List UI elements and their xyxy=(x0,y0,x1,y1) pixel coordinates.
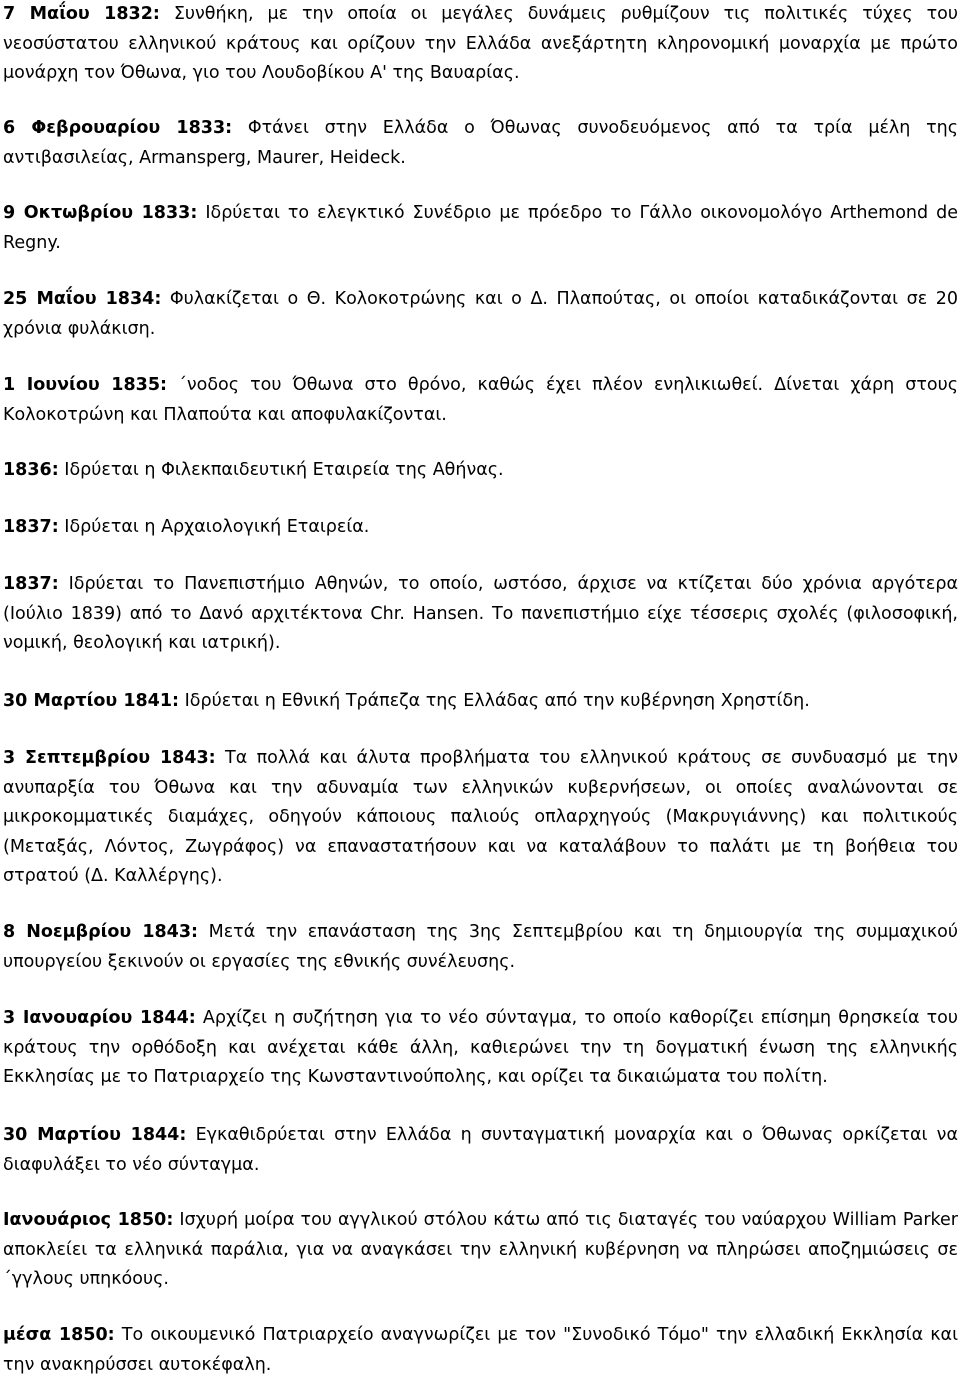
entry-date: 1837: xyxy=(3,574,59,594)
entry-text: Ισχυρή μοίρα του αγγλικού στόλου κάτω από τις διαταγές του ναύαρχου William Parker αποκλείει τα ελληνικά παράλια, για να αναγκάσει την ελληνική κυβέρνηση να πληρώσει αποζημιώσεις σε ΄γγλους υπηκόους. xyxy=(3,1210,958,1289)
entry-date: 7 Μαΐου 1832: xyxy=(3,4,160,24)
entry-text: Ιδρύεται το Πανεπιστήμιο Αθηνών, το οποίο, ωστόσο, άρχισε να κτίζεται δύο χρόνια αργότερα (Ιούλιο 1839) από το Δανό αρχιτέκτονα Chr. Hansen. Το πανεπιστήμιο είχε τέσσερις σχολές (φιλοσοφική, νομική, θεολογική και ιατρική). xyxy=(3,574,958,653)
entry-text: Ιδρύεται το ελεγκτικό Συνέδριο με πρόεδρο το Γάλλο οικονομολόγο Arthemond de Regny. xyxy=(3,203,958,253)
entry-date: μέσα 1850: xyxy=(3,1325,115,1345)
timeline-entry xyxy=(3,1121,958,1180)
timeline-entry xyxy=(3,513,958,543)
timeline-entry xyxy=(3,1206,958,1295)
entry-date: 30 Μαρτίου 1844: xyxy=(3,1125,187,1145)
entry-text: Αρχίζει η συζήτηση για το νέο σύνταγμα, το οποίο καθορίζει επίσημη θρησκεία του κράτους την ορθόδοξη και ανέχεται κάθε άλλη, καθιερώνει την τη δογματική ένωση της ελληνικής Εκκλησίας με το Πατριαρχείο της Κωνσταντινούπολης, και ορίζει τα δικαιώματα του πολίτη. xyxy=(3,1008,958,1087)
entry-text: Φτάνει στην Ελλάδα ο Όθωνας συνοδευόμενος από τα τρία μέλη της αντιβασιλείας, Armansperg, Maurer, Heideck. xyxy=(3,118,958,168)
entry-text: Ιδρύεται η Αρχαιολογική Εταιρεία. xyxy=(64,517,370,537)
timeline-entry xyxy=(3,114,958,173)
entry-date: 3 Σεπτεμβρίου 1843: xyxy=(3,748,216,768)
entry-date: 1 Ιουνίου 1835: xyxy=(3,375,168,395)
entry-text: Ιδρύεται η Φιλεκπαιδευτική Εταιρεία της Αθήνας. xyxy=(64,460,504,480)
entry-text: Το οικουμενικό Πατριαρχείο αναγνωρίζει με τον "Συνοδικό Τόμο" την ελλαδική Εκκλησία και την ανακηρύσσει αυτοκέφαλη. xyxy=(3,1325,958,1375)
entry-text: Συνθήκη, με την οποία οι μεγάλες δυνάμεις ρυθμίζουν τις πολιτικές τύχες του νεοσύστατου ελληνικού κράτους και ορίζουν την Ελλάδα ανεξάρτητη κληρονομική μοναρχία με πρώτο μονάρχη τον Όθωνα, γιο του Λουδοβίκου Α' της Βαυαρίας. xyxy=(3,4,958,83)
timeline-entry xyxy=(3,687,958,717)
entry-date: 3 Ιανουαρίου 1844: xyxy=(3,1008,196,1028)
entry-date: 8 Νοεμβρίου 1843: xyxy=(3,922,199,942)
entry-text: Εγκαθιδρύεται στην Ελλάδα η συνταγματική μοναρχία και ο Όθωνας ορκίζεται να διαφυλάξει το νέο σύνταγμα. xyxy=(3,1125,958,1175)
entry-text: Τα πολλά και άλυτα προβλήματα του ελληνικού κράτους σε συνδυασμό με την ανυπαρξία του Όθωνα και την αδυναμία των ελληνικών κυβερνήσεων, οι οποίες αναλώνονται σε μικροκομματικές διαμάχες, οδηγούν κάποιους παλιούς οπλαρχηγούς (Μακρυγιάννης) και πολιτικούς (Μεταξάς, Λόντος, Ζωγράφος) να επαναστατήσουν και να καταλάβουν το παλάτι με τη βοήθεια του στρατού (Δ. Καλλέργης). xyxy=(3,748,958,886)
timeline-entry xyxy=(3,371,958,430)
timeline-entry xyxy=(3,285,958,344)
timeline-entry xyxy=(3,1321,958,1380)
entry-text: ΄νοδος του Όθωνα στο θρόνο, καθώς έχει πλέον ενηλικιωθεί. Δίνεται χάρη στους Κολοκοτρώνη και Πλαπούτα και αποφυλακίζονται. xyxy=(3,375,959,425)
entry-text: Μετά την επανάσταση της 3ης Σεπτεμβρίου και τη δημιουργία της συμμαχικού υπουργείου ξεκινούν οι εργασίες της εθνικής συνέλευσης. xyxy=(3,922,958,972)
entry-text: Ιδρύεται η Εθνική Τράπεζα της Ελλάδας από την κυβέρνηση Χρηστίδη. xyxy=(184,691,810,711)
timeline-entry xyxy=(3,199,958,258)
entry-text: Φυλακίζεται ο Θ. Κολοκοτρώνης και ο Δ. Πλαπούτας, οι οποίοι καταδικάζονται σε 20 χρόνια φυλάκιση. xyxy=(3,289,958,339)
entry-date: 9 Οκτωβρίου 1833: xyxy=(3,203,198,223)
timeline-entry xyxy=(3,918,958,977)
timeline-entry xyxy=(3,456,958,486)
timeline-entry xyxy=(3,1004,958,1093)
entry-date: 25 Μαΐου 1834: xyxy=(3,289,162,309)
entry-date: Ιανουάριος 1850: xyxy=(3,1210,174,1230)
entry-date: 30 Μαρτίου 1841: xyxy=(3,691,180,711)
timeline-entry xyxy=(3,570,958,659)
entry-date: 6 Φεβρουαρίου 1833: xyxy=(3,118,233,138)
timeline-entry xyxy=(3,0,958,89)
entry-date: 1836: xyxy=(3,460,59,480)
timeline-entry xyxy=(3,744,958,892)
entry-date: 1837: xyxy=(3,517,59,537)
